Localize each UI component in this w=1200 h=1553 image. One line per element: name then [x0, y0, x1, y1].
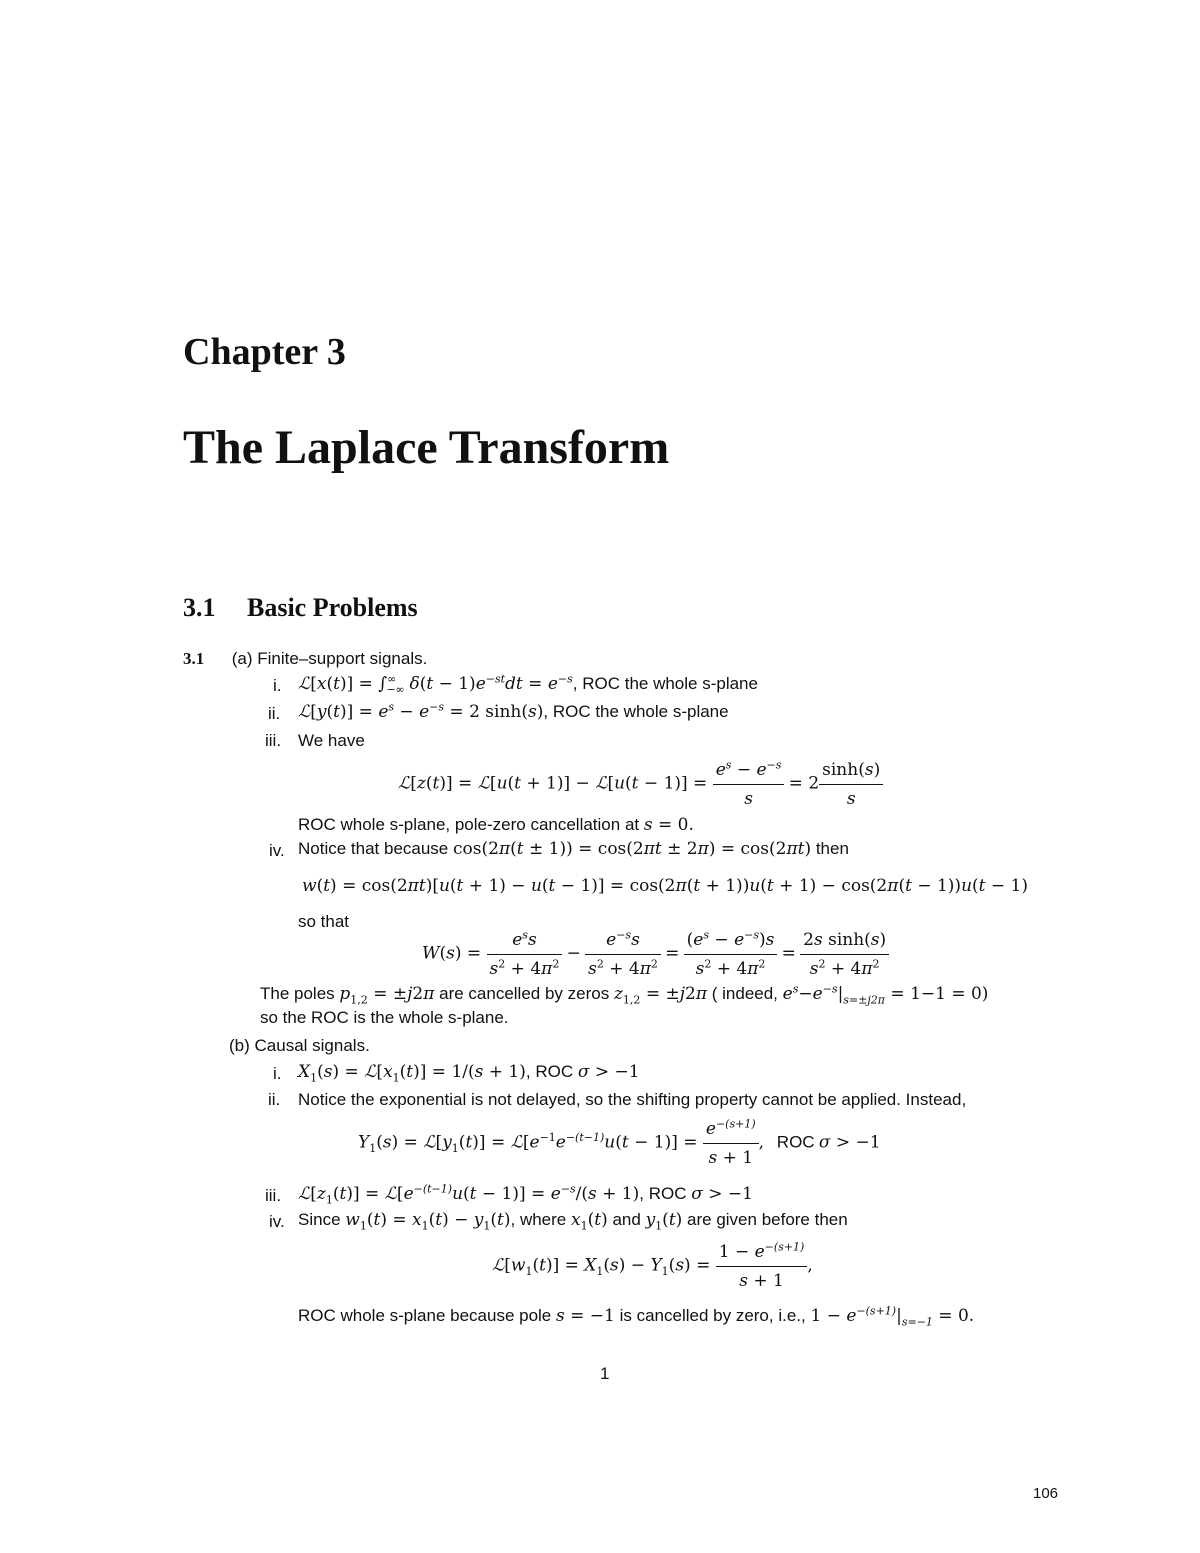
item-b-i: $X_1(s)$ = $ℒ[x_1(t)] = 1/(s + 1)$, ROC σ > −1 [298, 1062, 640, 1085]
equation-w: w(t) = cos(2πt)[u(t + 1) − u(t − 1)] = cos(2π(t + 1))u(t + 1) − cos(2π(t − 1))u(t − 1) [302, 876, 1028, 896]
chapter-label: Chapter 3 [183, 331, 346, 373]
global-page-number: 106 [1033, 1485, 1059, 1502]
item-a-iii-label: iii. [265, 731, 282, 750]
section-number: 3.1 [183, 593, 216, 622]
item-a-iv-label: iv. [269, 841, 285, 860]
equation-W: W(s) = $\frac{e^ss}{s^2 + 4\pi^2}$ − $\frac{e^{-s}s}{s^2 + 4\pi^2}$ = $\frac{(e^s - e^{-s})s}{s^2 + 4\pi^2}$ = $\frac{\text{2s sinh(s)}}{s^2 + 4\pi^2}$ [422, 926, 889, 983]
equation-z: ℒ[z(t)] = ℒ[u(t + 1)] − ℒ[u(t − 1)] = $\frac{e^s - e^{-s}}{s}$ = 2 $\frac{\sinh(s)}{s}$ [398, 756, 883, 813]
item-b-iii-label: iii. [265, 1186, 282, 1205]
item-a-iii-roc: ROC whole s-plane, pole-zero cancellation at s = 0. [298, 815, 694, 835]
item-b-iii: $ℒ[z_1(t)]$ = $ℒ[e^{-(t-1)}u(t - 1)] = e^{-s}/(s + 1)$, ROC σ > −1 [298, 1182, 753, 1207]
item-b-iv-label: iv. [269, 1212, 285, 1231]
item-a-iv-intro: Notice that because cos(2π(t ± 1)) = cos(2πt ± 2π) = cos(2πt) then [298, 839, 849, 859]
part-b-label: (b) [229, 1036, 250, 1055]
part-a-label: (a) [231, 649, 253, 668]
problem-number: 3.1 [183, 649, 205, 668]
equation-w1: $ℒ[w_1(t)] = X_1(s) - Y_1(s)$ = $\frac{1 - e^{-(s+1)}}{s + 1}$ , [492, 1238, 813, 1295]
item-b-ii-text: Notice the exponential is not delayed, so the shifting property cannot be applied. Instead, [298, 1090, 967, 1109]
page-number: 1 [600, 1364, 610, 1383]
item-a-iii-intro: We have [298, 731, 365, 750]
item-b-iv: Since $w_1(t) = x_1(t) - y_1(t)$, where $x_1(t)$ and $y_1(t)$ are given before then [298, 1210, 848, 1233]
part-a-title: Finite–support signals. [257, 649, 428, 668]
item-a-ii-label: ii. [268, 704, 281, 723]
item-b-iv-roc: ROC whole s-plane because pole s = −1 is cancelled by zero, i.e., $1 - e^{-(s+1)}|_{s=-1} = 0$. [298, 1304, 975, 1329]
equation-Y1: $Y_1(s)$ = $ℒ[y_1(t)]$ = $ℒ[e^{-1}e^{-(t-1)}u(t - 1)]$ = $\frac{e^{-(s+1)}}{s + 1}$ , ROC σ > −1 [358, 1115, 881, 1172]
poles-conclusion: so the ROC is the whole s-plane. [260, 1008, 509, 1027]
item-b-ii-label: ii. [268, 1090, 281, 1109]
problem-line-a [183, 649, 427, 669]
part-b-heading [229, 1036, 370, 1056]
item-a-i: ℒ[x(t)] = $\int^\infty_{-\infty}$ $\delta(t - 1)e^{-st}dt = e^{-s}$, ROC the whole s-plane [298, 672, 758, 697]
part-b-title: Causal signals. [254, 1036, 370, 1055]
chapter-title: The Laplace Transform [183, 421, 670, 474]
item-a-i-label: i. [273, 676, 282, 695]
poles-line: The poles $p_{1,2} = \pm j2\pi$ are cancelled by zeros $z_{1,2} = \pm j2\pi$ ( indeed, $e^s-e^{-s}|_{s=\pm j2\pi} = 1-1 = 0$) [260, 982, 989, 1007]
item-a-ii: ℒ[y(t)] = $e^s - e^{-s} = 2$ sinh(s), ROC the whole s-plane [298, 700, 729, 722]
section-title: Basic Problems [247, 593, 418, 622]
item-a-iv-sothat: so that [298, 912, 350, 931]
item-a-i-roc: ROC the whole s-plane [582, 674, 758, 693]
item-b-i-label: i. [273, 1064, 282, 1083]
item-a-ii-roc: ROC the whole s-plane [552, 702, 729, 721]
